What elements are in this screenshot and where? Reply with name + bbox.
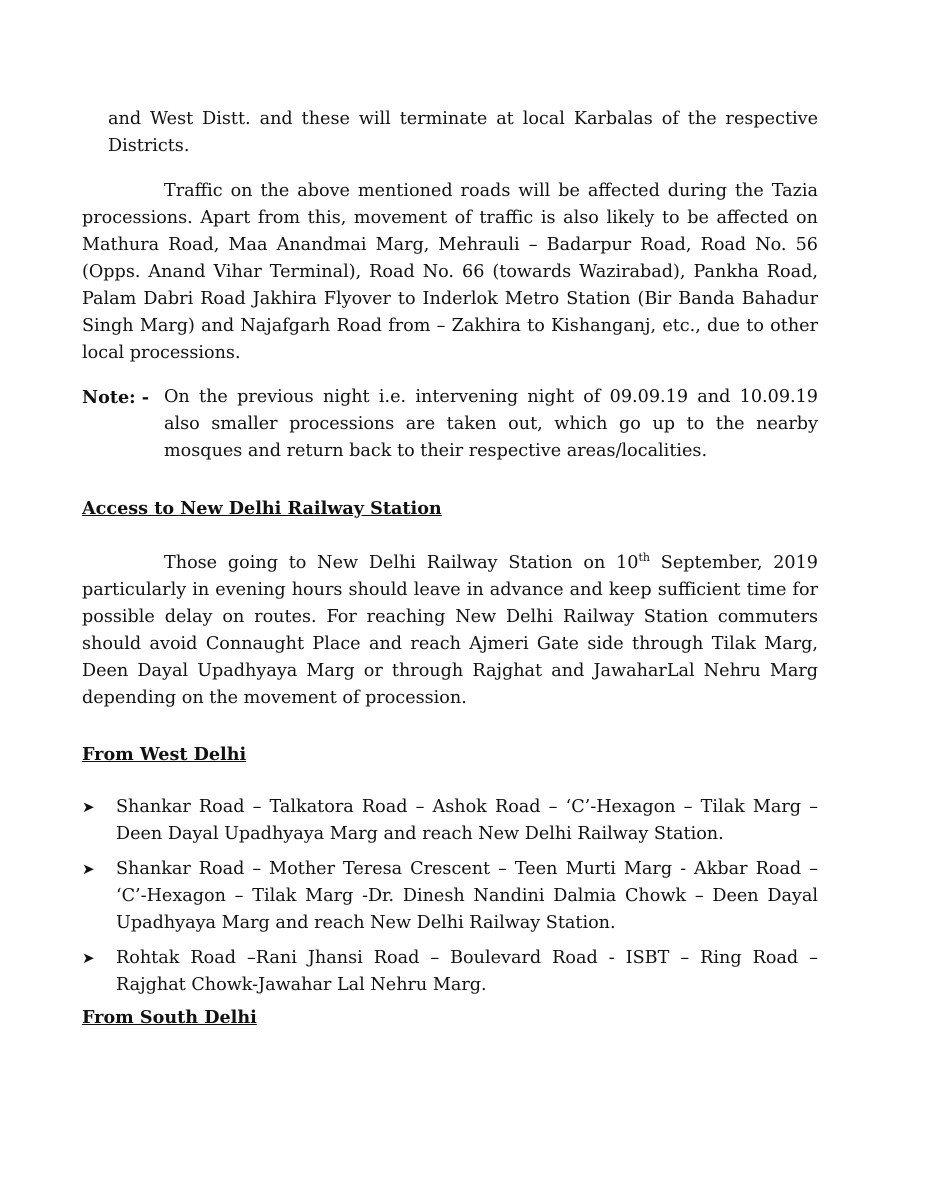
access-paragraph-start: Those going to New Delhi Railway Station on 10 (164, 553, 639, 573)
arrowhead-bullet-icon: ➤ (82, 860, 95, 878)
west-delhi-route-list (82, 794, 818, 999)
access-paragraph-end: September, 2019 particularly in evening hours should leave in advance and keep sufficient time for possible delay on routes. For reaching New Delhi Railway Station commuters should avoid Connaught Place and reach Ajmeri Gate side through Tilak Marg, Deen Dayal Upadhyaya Marg or through Rajghat and JawaharLal Nehru Marg depending on the movement of procession. (82, 553, 818, 708)
from-south-delhi-heading: From South Delhi (82, 1007, 257, 1028)
document-page (82, 106, 818, 1031)
arrowhead-bullet-icon: ➤ (82, 798, 95, 816)
intro-continuation-paragraph: and West Distt. and these will terminate at local Karbalas of the respective Districts. (108, 109, 818, 156)
route-text: Rohtak Road –Rani Jhansi Road – Boulevard Road - ISBT – Ring Road – Rajghat Chowk-Jawahar Lal Nehru Marg. (116, 948, 818, 995)
arrowhead-bullet-icon: ➤ (82, 949, 95, 967)
list-item (82, 794, 818, 848)
route-text: Shankar Road – Mother Teresa Crescent – Teen Murti Marg - Akbar Road – ‘C’-Hexagon – Tilak Marg -Dr. Dinesh Nandini Dalmia Chowk – Deen Dayal Upadhyaya Marg and reach New Delhi Railway Station. (116, 859, 818, 933)
note-block (82, 384, 818, 465)
list-item (82, 945, 818, 999)
access-railway-station-paragraph (82, 550, 818, 712)
note-text: On the previous night i.e. intervening night of 09.09.19 and 10.09.19 also smaller processions are taken out, which go up to the nearby mosques and return back to their respective areas/localities. (164, 387, 818, 461)
list-item (82, 856, 818, 937)
traffic-affected-paragraph: Traffic on the above mentioned roads will be affected during the Tazia processions. Apart from this, movement of traffic is also likely to be affected on Mathura Road, Maa Anandmai Marg, Mehrauli – Badarpur Road, Road No. 56 (Opps. Anand Vihar Terminal), Road No. 66 (towards Wazirabad), Pankha Road, Palam Dabri Road Jakhira Flyover to Inderlok Metro Station (Bir Banda Bahadur Singh Marg) and Najafgarh Road from – Zakhira to Kishanganj, etc., due to other local processions. (82, 181, 818, 363)
from-west-delhi-heading: From West Delhi (82, 744, 247, 765)
access-railway-station-heading: Access to New Delhi Railway Station (82, 498, 442, 519)
route-text: Shankar Road – Talkatora Road – Ashok Road – ‘C’-Hexagon – Tilak Marg – Deen Dayal Upadhyaya Marg and reach New Delhi Railway Station. (116, 797, 818, 844)
ordinal-suffix: th (638, 551, 650, 565)
note-label: Note: - (82, 387, 150, 408)
